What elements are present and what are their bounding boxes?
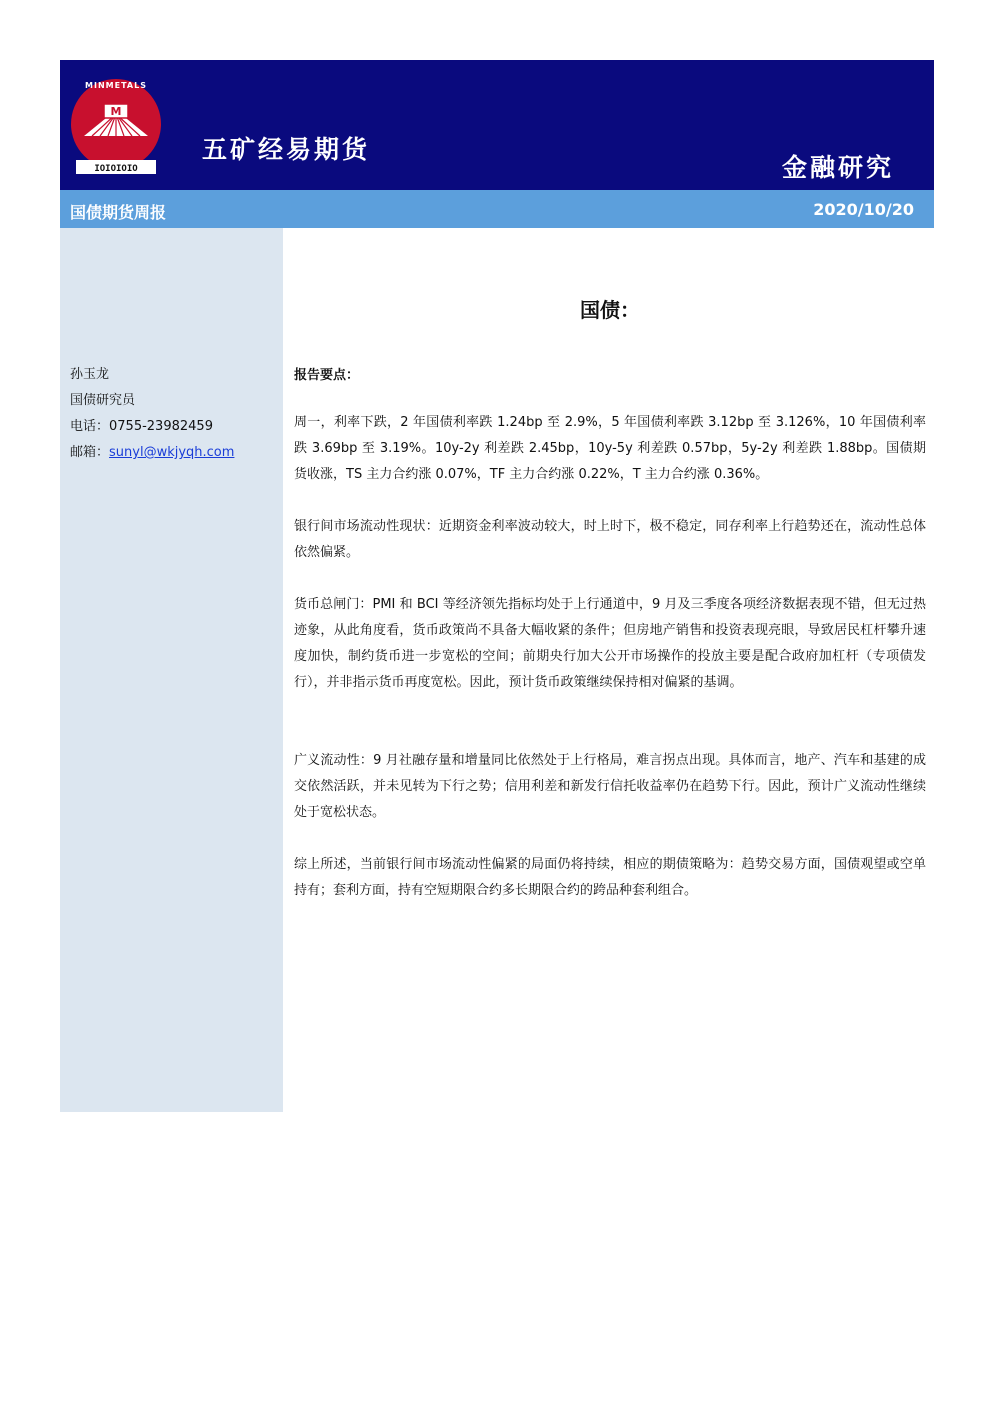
email-row	[70, 440, 234, 466]
report-header	[60, 60, 934, 190]
paragraph-rates: 周一，利率下跌，2 年国债利率跌 1.24bp 至 2.9%，5 年国债利率跌 3.12bp 至 3.126%，10 年国债利率跌 3.69bp 至 3.19%。10y-2y 利差跌 2.45bp，10y-5y 利差跌 0.57bp，5y-2y 利差跌 1.88bp。国债期货收涨，TS 主力合约涨 0.07%，TF 主力合约涨 0.22%，T 主力合约涨 0.36%。	[294, 415, 926, 482]
phone-row	[70, 414, 234, 440]
svg-text:MINMETALS: MINMETALS	[85, 81, 147, 90]
author-sidebar	[60, 228, 283, 1112]
phone-number: 0755-23982459	[109, 419, 213, 434]
report-date: 2020/10/20	[813, 200, 914, 219]
svg-text:M: M	[110, 105, 122, 118]
paragraph-monetary: 货币总闸门：PMI 和 BCI 等经济领先指标均处于上行通道中，9 月及三季度各项经济数据表现不错，但无过热迹象，从此角度看，货币政策尚不具备大幅收紧的条件；但房地产销售和投资表现亮眼，导致居民杠杆攀升速度加快，制约货币进一步宽松的空间；前期央行加大公开市场操作的投放主要是配合政府加杠杆（专项债发行），并非指示货币再度宽松。因此，预计货币政策继续保持相对偏紧的基调。	[294, 597, 926, 690]
author-position: 国债研究员	[70, 393, 136, 408]
minmetals-logo	[70, 74, 162, 182]
email-label: 邮箱：	[70, 445, 110, 460]
report-type: 国债期货周报	[70, 203, 167, 222]
svg-text:IOIOIOIO: IOIOIOIO	[94, 164, 138, 174]
key-points-label: 报告要点：	[294, 368, 360, 383]
author-name: 孙玉龙	[70, 367, 110, 382]
author-contact	[70, 362, 234, 466]
paragraph-strategy: 综上所述，当前银行间市场流动性偏紧的局面仍将持续，相应的期债策略为：趋势交易方面，国债观望或空单持有；套利方面，持有空短期限合约多长期限合约的跨品种套利组合。	[294, 857, 926, 898]
company-name: 五矿经易期货	[202, 135, 371, 164]
email-link[interactable]: sunyl@wkjyqh.com	[109, 445, 235, 460]
paragraph-liquidity: 银行间市场流动性现状：近期资金利率波动较大，时上时下，极不稳定，同存利率上行趋势还在，流动性总体依然偏紧。	[294, 519, 926, 560]
division-title: 金融研究	[781, 153, 894, 182]
section-title: 国债：	[580, 298, 640, 322]
report-subheader	[60, 190, 934, 228]
phone-label: 电话：	[70, 419, 110, 434]
paragraph-broad-liquidity: 广义流动性：9 月社融存量和增量同比依然处于上行格局，难言拐点出现。具体而言，地产、汽车和基建的成交依然活跃，并未见转为下行之势；信用利差和新发行信托收益率仍在趋势下行。因此，预计广义流动性继续处于宽松状态。	[294, 753, 926, 820]
